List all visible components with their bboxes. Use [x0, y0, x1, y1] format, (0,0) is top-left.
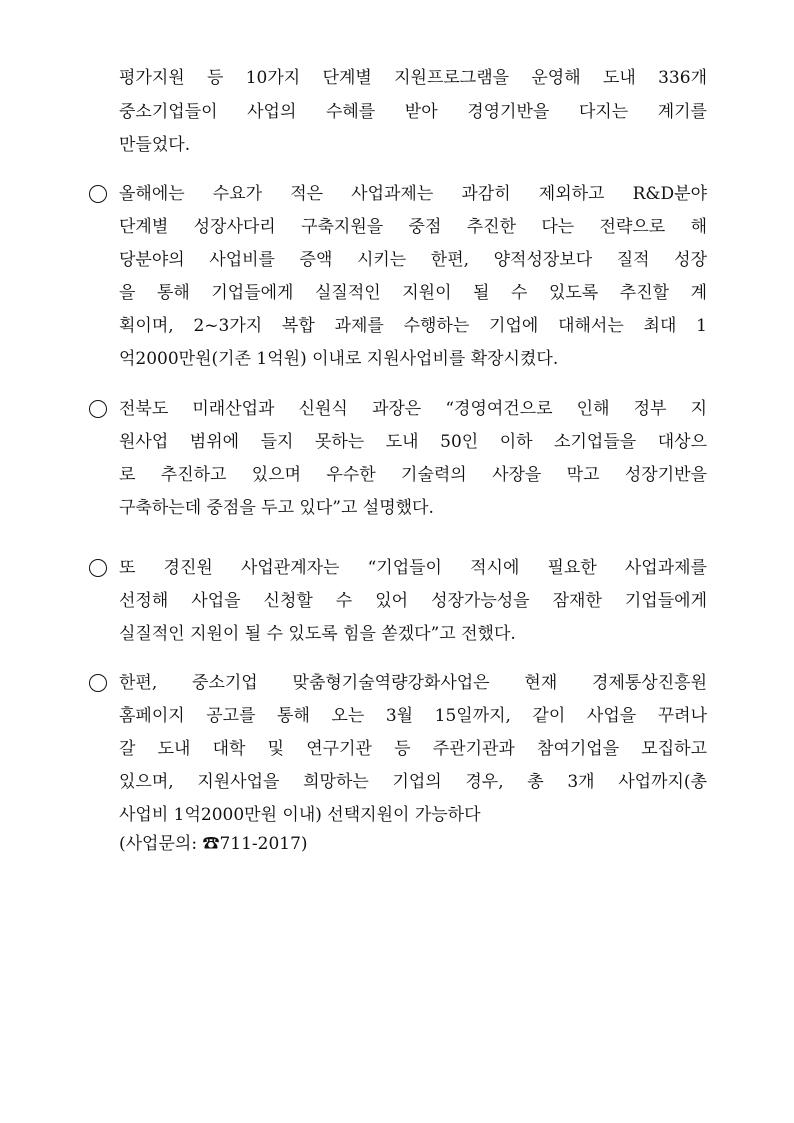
- paragraph-line: 한편, 중소기업 맞춤형기술역량강화사업은 현재 경제통상진흥원: [119, 673, 707, 693]
- paragraph-line: 로 추진하고 있으며 우수한 기술력의 사장을 막고 성장기반을: [119, 465, 707, 485]
- paragraph-line: 전북도 미래산업과 신원식 과장은 “경영여건으로 인해 정부 지: [119, 399, 707, 419]
- paragraph-line: 실질적인 지원이 될 수 있도록 힘을 쏟겠다”고 전했다.: [119, 624, 516, 644]
- circle-bullet-icon: [89, 674, 107, 692]
- paragraph-line: 억2000만원(기존 1억원) 이내로 지원사업비를 확장시켰다.: [119, 349, 559, 369]
- circle-bullet-icon: [89, 559, 107, 577]
- paragraph-line: 홈페이지 공고를 통해 오는 3월 15일까지, 같이 사업을 꾸려나: [119, 706, 707, 726]
- paragraph-line: 올해에는 수요가 적은 사업과제는 과감히 제외하고 R&D분야: [119, 184, 707, 204]
- intro-line: 평가지원 등 10가지 단계별 지원프로그램을 운영해 도내 336개: [119, 68, 707, 88]
- contact-line: (사업문의: ☎711-2017): [119, 834, 308, 854]
- paragraph-line: 선정해 사업을 신청할 수 있어 성장가능성을 잠재한 기업들에게: [119, 591, 707, 611]
- paragraph-line: 당분야의 사업비를 증액 시키는 한편, 양적성장보다 질적 성장: [119, 250, 707, 270]
- paragraph-line: 획이며, 2~3가지 복합 과제를 수행하는 기업에 대해서는 최대 1: [119, 316, 707, 336]
- intro-line: 만들었다.: [119, 135, 191, 155]
- paragraph-line: 갈 도내 대학 및 연구기관 등 주관기관과 참여기업을 모집하고: [119, 739, 707, 759]
- intro-line: 중소기업들이 사업의 수혜를 받아 경영기반을 다지는 계기를: [119, 102, 707, 122]
- circle-bullet-icon: [89, 185, 107, 203]
- paragraph-line: 원사업 범위에 들지 못하는 도내 50인 이하 소기업들을 대상으: [119, 432, 707, 452]
- paragraph-line: 있으며, 지원사업을 희망하는 기업의 경우, 총 3개 사업까지(총: [119, 772, 707, 792]
- paragraph-line: 단계별 성장사다리 구축지원을 중점 추진한 다는 전략으로 해: [119, 217, 707, 237]
- paragraph-line: 구축하는데 중점을 두고 있다”고 설명했다.: [119, 498, 434, 518]
- paragraph-line: 사업비 1억2000만원 이내) 선택지원이 가능하다: [119, 805, 481, 825]
- paragraph-line: 을 통해 기업들에게 실질적인 지원이 될 수 있도록 추진할 계: [119, 283, 707, 303]
- paragraph-line: 또 경진원 사업관계자는 “기업들이 적시에 필요한 사업과제를: [119, 558, 707, 578]
- circle-bullet-icon: [89, 400, 107, 418]
